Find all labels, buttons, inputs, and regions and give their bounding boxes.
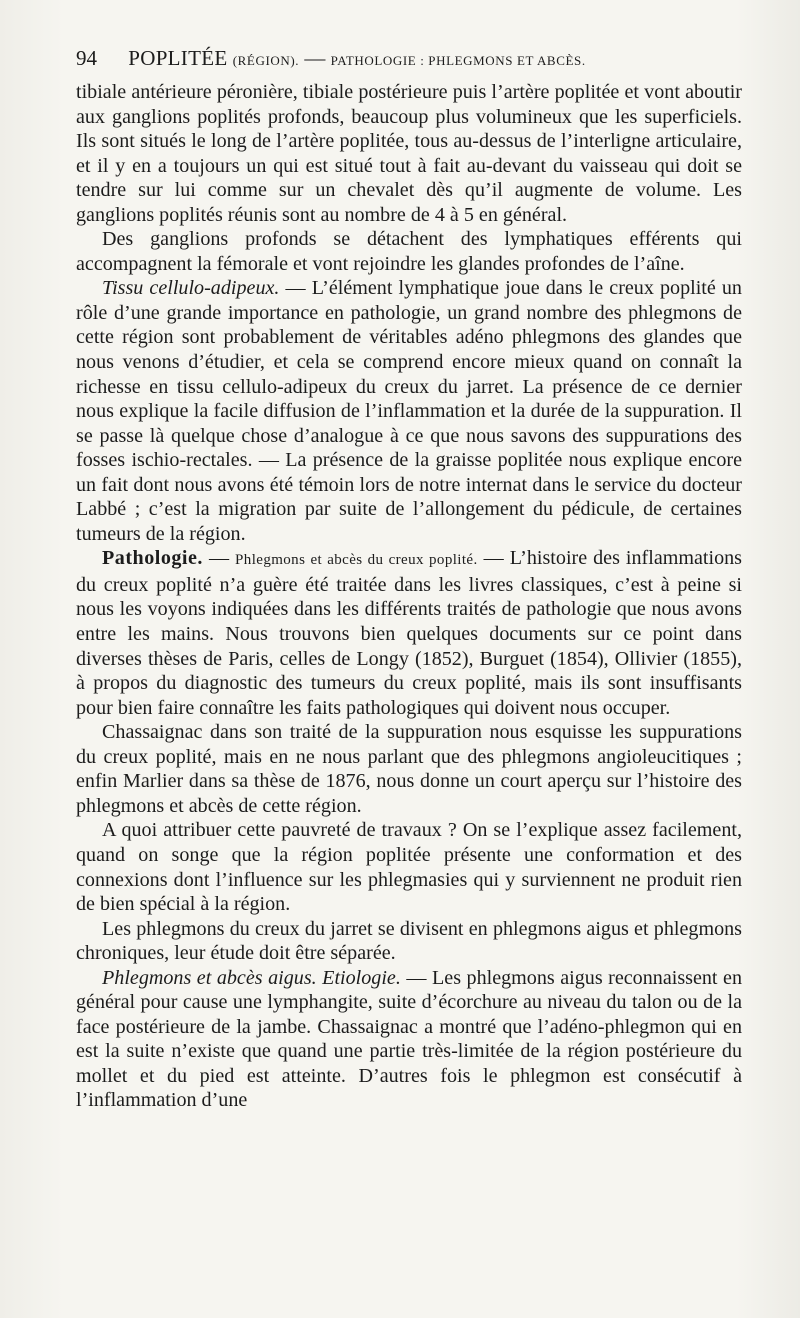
paragraph-continuation: tibiale antérieure péronière, tibiale postérieure puis l’artère poplitée et vont aboutir aux ganglions poplités profonds, beaucoup plus volumineux que les superficiels. Ils sont situés le long de l’artère poplitée, tous au-dessus de l’interligne articulaire, et il y en a toujours un qui est situé tout à fait au-devant du vaisseau qui doit se tendre sur lui comme sur un chevalet dès qu’il augmente de volume. Les ganglions poplités réunis sont au nombre de 4 à 5 en général. bbox=[76, 81, 742, 226]
paragraph-pathologie bbox=[76, 546, 742, 720]
header-dash: — bbox=[304, 46, 326, 70]
tissu-heading: Tissu cellulo-adipeux. bbox=[102, 277, 280, 300]
aigus-body: — Les phlegmons aigus reconnaissent en général pour cause une lymphangite, suite d’écorchure au niveau du talon ou de la face postérieure de la jambe. Chassaignac a montré que l’adéno-phlegmon qui en est la suite n’existe que quand une partie très-limitée de la région postérieure du mollet et du pied est atteinte. D’autres fois le phlegmon est consécutif à l’inflammation d’une bbox=[76, 966, 742, 1112]
running-header bbox=[76, 44, 746, 75]
aigus-heading: Phlegmons et abcès aigus. Etiologie. bbox=[102, 966, 401, 989]
paragraph-division: Les phlegmons du creux du jarret se divisent en phlegmons aigus et phlegmons chroniques, leur étude doit être séparée. bbox=[76, 917, 742, 965]
header-subject: PATHOLOGIE : PHLEGMONS ET ABCÈS. bbox=[330, 53, 586, 68]
tissu-body: — L’élément lymphatique joue dans le creux poplité un rôle d’une grande importance en pathologie, un grand nombre des phlegmons de cette région sont probablement de véritables adéno phlegmons des glandes que nous venons d’étudier, et cela se comprend encore mieux quand on connaît la richesse en tissu cellulo-adipeux du creux du jarret. La présence de ce dernier nous explique la facile diffusion de l’inflammation et la durée de la suppuration. Il se passe là quelque chose d’analogue à ce que nous savons des suppurations des fosses ischio-rectales. — La présence de la graisse poplitée nous explique encore un fait dont nous avons été témoin lors de notre internat dans le service du docteur Labbé ; c’est la migration par suite de l’allongement du pédicule, de certaines tumeurs de la région. bbox=[76, 277, 742, 545]
paragraph-pauvrete: A quoi attribuer cette pauvreté de travaux ? On se l’explique assez facilement, quand on songe que la région poplitée présente une conformation et des connexions dont l’influence sur les phlegmasies qui y surviennent ne produit rien de bien spécial à la région. bbox=[76, 819, 742, 916]
header-region: (RÉGION). bbox=[232, 53, 300, 68]
paragraph-tissu bbox=[76, 276, 742, 546]
pathologie-dash: — bbox=[202, 547, 236, 570]
paragraph-chassaignac: Chassaignac dans son traité de la suppuration nous esquisse les suppurations du creux poplité, mais en ne nous parlant que des phlegmons angioleucitiques ; enfin Marlier dans sa thèse de 1876, nous donne un court aperçu sur l’histoire des phlegmons et abcès de cette région. bbox=[76, 721, 742, 817]
header-title: POPLITÉE bbox=[128, 46, 228, 70]
body-text bbox=[76, 80, 742, 1113]
pathologie-subheading: Phlegmons et abcès du creux poplité. bbox=[235, 552, 478, 569]
pathologie-body: — L’histoire des inflammations du creux poplité n’a guère été traitée dans les livres classiques, c’est à peine si nous les voyons indiquées dans les différents traités de pathologie que nous avons entre les mains. Nous trouvons bien quelques documents sur ce point dans diverses thèses de Paris, celles de Longy (1852), Burguet (1854), Ollivier (1855), à propos du diagnostic des tumeurs du creux poplité, mais ils sont insuffisants pour bien faire connaître les faits pathologiques qui doivent nous occuper. bbox=[76, 547, 743, 719]
pathologie-heading: Pathologie. bbox=[102, 547, 203, 570]
paragraph-lymphatics: Des ganglions profonds se détachent des lymphatiques efférents qui accompagnent la fémorale et vont rejoindre les glandes profondes de l’aîne. bbox=[76, 228, 742, 275]
page-number: 94 bbox=[76, 46, 97, 70]
paragraph-aigus bbox=[76, 966, 742, 1113]
